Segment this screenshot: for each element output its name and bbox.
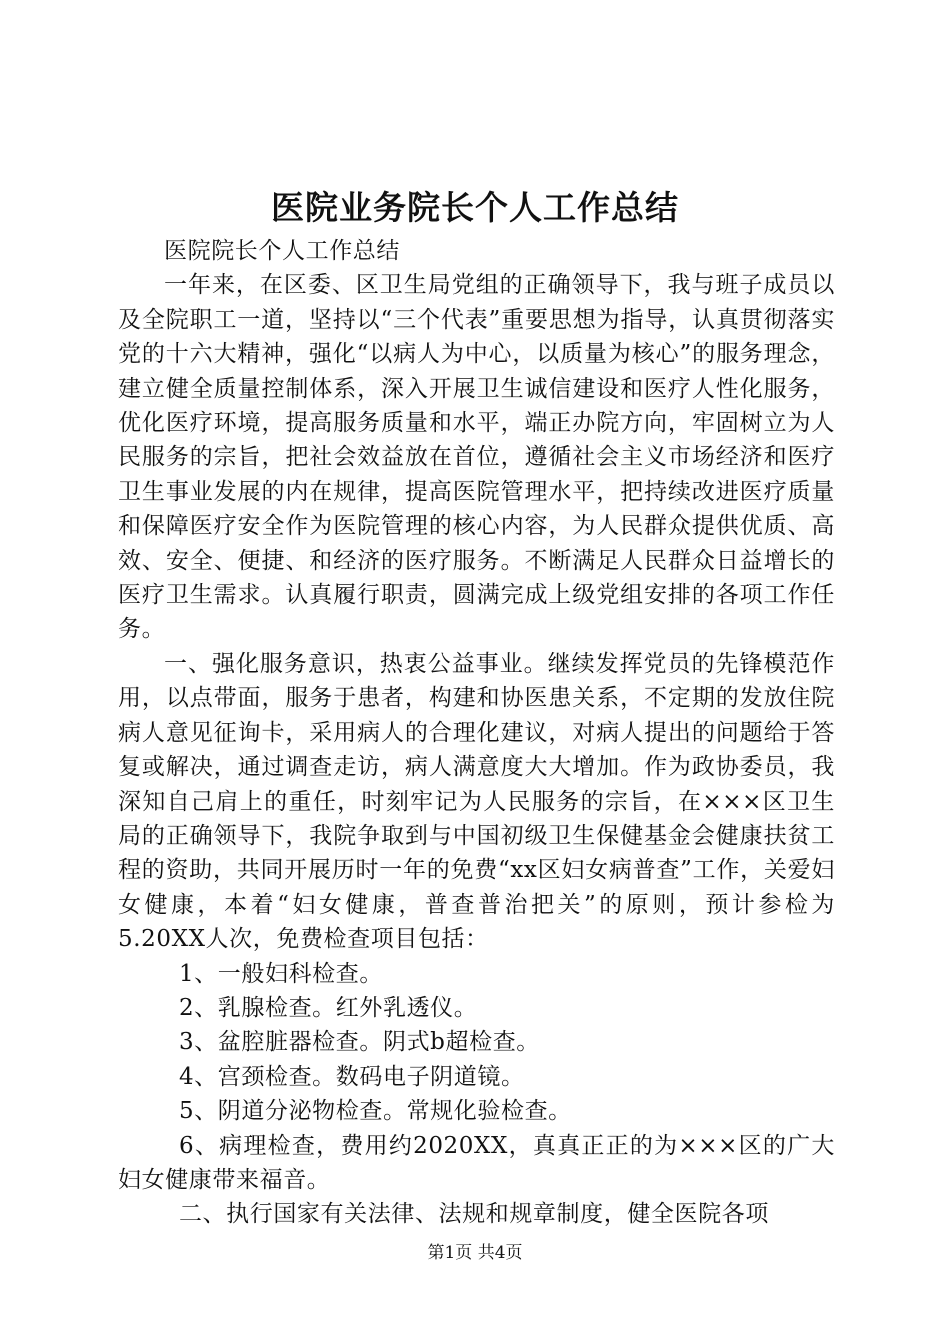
list-item: 3、盆腔脏器检查。阴式b超检查。 xyxy=(178,1029,540,1056)
list-item: 6、病理检查，费用约2020XX，真真正正的为×××区的广大妇女健康带来福音。 xyxy=(118,1132,835,1193)
document-body xyxy=(118,234,835,1232)
subtitle-paragraph: 医院院长个人工作总结 xyxy=(164,238,400,264)
document-title: 医院业务院长个人工作总结 xyxy=(271,188,679,227)
page-footer: 第1页 共4页 xyxy=(427,1243,523,1263)
list-item: 5、阴道分泌物检查。常规化验检查。 xyxy=(178,1098,572,1125)
list-item: 1、一般妇科检查。 xyxy=(178,960,383,987)
list-item: 4、宫颈检查。数码电子阴道镜。 xyxy=(178,1063,525,1090)
intro-paragraph: 一年来，在区委、区卫生局党组的正确领导下，我与班子成员以及全院职工一道，坚持以“三个代表”重要思想为指导，认真贯彻落实党的十六大精神，强化“以病人为中心，以质量为核心”的服务理念，建立健全质量控制体系，深入开展卫生诚信建设和医疗人性化服务，优化医疗环境，提高服务质量和水平，端正办院方向，牢固树立为人民服务的宗旨，把社会效益放在首位，遵循社会主义市场经济和医疗卫生事业发展的内在规律，提高医院管理水平，把持续改进医疗质量和保障医疗安全作为医院管理的核心内容，为人民群众提供优质、高效、安全、便捷、和经济的医疗服务。不断满足人民群众日益增长的医疗卫生需求。认真履行职责，圆满完成上级党组安排的各项工作任务。 xyxy=(118,272,835,643)
list-item: 2、乳腺检查。红外乳透仪。 xyxy=(178,994,478,1021)
section-two-paragraph: 二、执行国家有关法律、法规和规章制度，健全医院各项 xyxy=(178,1201,769,1228)
section-one-paragraph: 一、强化服务意识，热衷公益事业。继续发挥党员的先锋模范作用，以点带面，服务于患者，构建和协医患关系，不定期的发放住院病人意见征询卡，采用病人的合理化建议，对病人提出的问题给于答复或解决，通过调查走访，病人满意度大大增加。作为政协委员，我深知自己肩上的重任，时刻牢记为人民服务的宗旨，在×××区卫生局的正确领导下，我院争取到与中国初级卫生保健基金会健康扶贫工程的资助，共同开展历时一年的免费“xx区妇女病普查”工作，关爱妇女健康，本着“妇女健康，普查普治把关”的原则，预计参检为5.20XX人次，免费检查项目包括： xyxy=(118,650,835,953)
